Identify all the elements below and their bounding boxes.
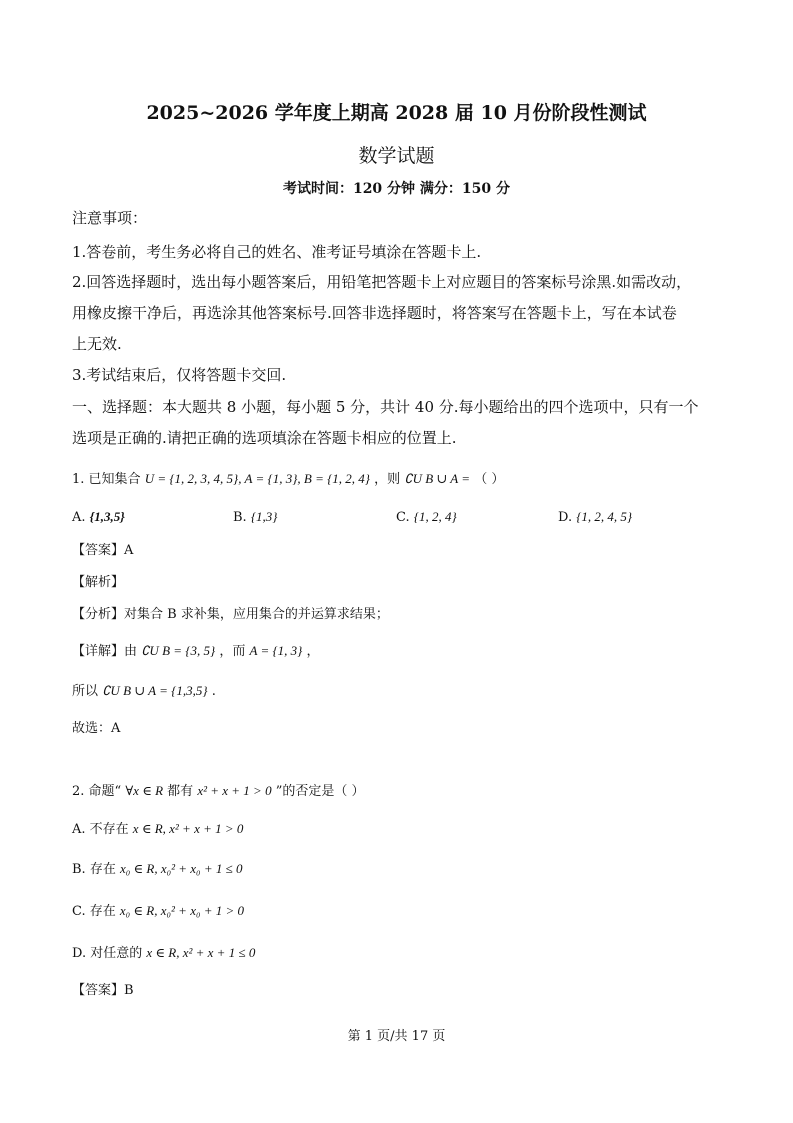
q1-option-b <box>233 508 277 527</box>
q1-detail-mid: ，而 <box>219 644 246 659</box>
q1-option-c <box>396 508 457 527</box>
q1-stem-suffix: （ ） <box>474 472 505 487</box>
q1-detail-prefix: 【详解】由 <box>72 644 138 659</box>
q2-option-b <box>72 860 242 879</box>
q2-option-c <box>72 902 244 921</box>
q1-option-c-value: {1, 2, 4} <box>413 509 457 524</box>
note-3: 3.考试结束后，仅将答题卡交回. <box>72 366 287 384</box>
q2-option-c-label: C. 存在 <box>72 904 116 919</box>
q1-fenxi: 【分析】对集合 B 求补集，应用集合的并运算求结果； <box>72 607 389 622</box>
notes-heading: 注意事项： <box>72 209 148 227</box>
note-2-line-3: 上无效. <box>72 335 122 353</box>
page-footer: 第 1 页/共 17 页 <box>347 1029 446 1044</box>
q2-option-b-label: B. 存在 <box>72 862 116 877</box>
q1-stem-prefix: 1. 已知集合 <box>72 472 141 487</box>
q1-option-b-label: B. <box>233 510 247 525</box>
q1-option-b-value: {1,3} <box>250 509 278 524</box>
q1-conclusion-suffix: . <box>211 684 216 699</box>
exam-info: 考试时间：120 分钟 满分：150 分 <box>282 181 511 197</box>
q2-option-d-label: D. 对任意的 <box>72 946 143 961</box>
q1-conclusion-prefix: 所以 <box>72 684 99 699</box>
q2-option-d-math: x ∈ R, x² + x + 1 ≤ 0 <box>146 945 256 960</box>
q1-choice: 故选：A <box>72 721 121 736</box>
q2-stem <box>72 782 365 801</box>
q2-stem-suffix: ”的否定是（ ） <box>275 784 365 799</box>
q2-option-a-label: A. 不存在 <box>72 822 129 837</box>
q1-answer: 【答案】A <box>72 543 134 558</box>
q2-stem-math: ∀x ∈ R <box>125 783 164 798</box>
q1-option-a-value: {1,3,5} <box>89 509 125 524</box>
q2-option-a <box>72 820 243 839</box>
q1-option-d-label: D. <box>558 510 573 525</box>
q2-stem-math-2: x² + x + 1 > 0 <box>197 783 272 798</box>
q1-analysis-heading: 【解析】 <box>72 575 125 590</box>
q1-detail <box>72 642 320 661</box>
q1-option-a <box>72 508 125 527</box>
q2-option-c-math: x₀ ∈ R, x₀² + x₀ + 1 > 0 <box>119 903 245 918</box>
q1-option-d <box>558 508 632 527</box>
note-1: 1.答卷前，考生务必将自己的姓名、准考证号填涂在答题卡上. <box>72 243 482 261</box>
q1-detail-suffix: ， <box>306 644 320 659</box>
q2-option-a-math: x ∈ R, x² + x + 1 > 0 <box>132 821 244 836</box>
q1-conclusion-math: ∁U B ∪ A = {1,3,5} <box>102 683 208 698</box>
q2-option-d <box>72 944 255 963</box>
q1-detail-math-1: ∁U B = {3, 5} <box>141 643 216 658</box>
q2-stem-mid: 都有 <box>167 784 194 799</box>
q1-stem-math: U = {1, 2, 3, 4, 5}, A = {1, 3}, B = {1, 2, 4} <box>144 471 370 486</box>
q1-conclusion <box>72 682 216 701</box>
q2-stem-prefix: 2. 命题“ <box>72 784 122 799</box>
section-1-line-1: 一、选择题：本大题共 8 小题，每小题 5 分，共计 40 分.每小题给出的四个选项中，只有一个 <box>72 398 699 416</box>
note-2-line-1: 2.回答选择题时，选出每小题答案后，用铅笔把答题卡上对应题目的答案标号涂黑.如需改动， <box>72 273 692 291</box>
q1-stem <box>72 470 504 489</box>
q1-option-c-label: C. <box>396 510 410 525</box>
page-subtitle: 数学试题 <box>358 145 435 167</box>
q1-option-d-value: {1, 2, 4, 5} <box>576 509 633 524</box>
q2-answer: 【答案】B <box>72 983 134 998</box>
q1-option-a-label: A. <box>72 510 86 525</box>
q1-stem-mid: ，则 <box>374 472 401 487</box>
section-1-line-2: 选项是正确的.请把正确的选项填涂在答题卡相应的位置上. <box>72 429 457 447</box>
note-2-line-2: 用橡皮擦干净后，再选涂其他答案标号.回答非选择题时，将答案写在答题卡上，写在本试卷 <box>72 304 677 322</box>
page-title: 2025~2026 学年度上期高 2028 届 10 月份阶段性测试 <box>146 102 647 124</box>
q1-stem-math2: ∁U B ∪ A = <box>404 471 471 486</box>
q1-detail-math-2: A = {1, 3} <box>249 643 303 658</box>
q2-option-b-math: x₀ ∈ R, x₀² + x₀ + 1 ≤ 0 <box>119 861 243 876</box>
